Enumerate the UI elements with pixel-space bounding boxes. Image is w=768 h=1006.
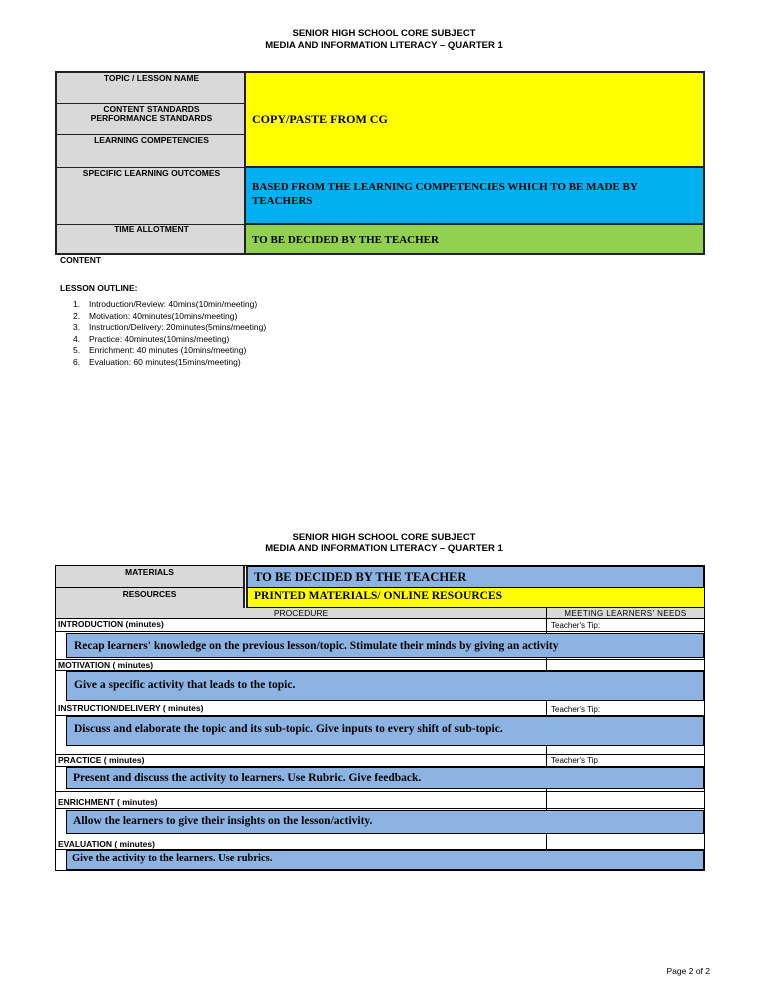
instruction-text: Discuss and elaborate the topic and its sub-topic. Give inputs to every shift of sub-topic. <box>74 723 503 735</box>
instruction-teachers-tip: Teacher's Tip: <box>551 705 601 714</box>
list-item: 4. Practice: 40minutes(10mins/meeting) <box>73 333 230 344</box>
page2-header-line1: SENIOR HIGH SCHOOL CORE SUBJECT <box>292 532 476 543</box>
learners-needs-label: MEETING LEARNERS' NEEDS <box>564 609 687 618</box>
instruction-label: INSTRUCTION/DELIVERY ( minutes) <box>58 703 204 713</box>
practice-text: Present and discuss the activity to learners. Use Rubric. Give feedback. <box>73 772 422 784</box>
content-standards-label: CONTENT STANDARDS <box>103 104 200 114</box>
outcomes-band <box>246 168 703 225</box>
introduction-label: INTRODUCTION (minutes) <box>58 619 164 629</box>
materials-label: MATERIALS <box>125 567 174 577</box>
content-label: CONTENT <box>60 255 102 265</box>
evaluation-text: Give the activity to the learners. Use rubrics. <box>72 853 273 864</box>
topic-label: TOPIC / LESSON NAME <box>103 73 200 83</box>
cg-band <box>246 73 703 168</box>
list-item: 1. Introduction/Review: 40mins(10min/meeting) <box>73 299 258 309</box>
instruction-box <box>66 716 704 746</box>
resources-value-cell <box>246 588 704 608</box>
page1-header-line1: SENIOR HIGH SCHOOL CORE SUBJECT <box>292 28 476 39</box>
page-number: Page 2 of 2 <box>666 966 710 976</box>
lesson-info-table <box>55 71 705 255</box>
motivation-text: Give a specific activity that leads to the topic. <box>74 679 296 691</box>
specific-outcomes-label: SPECIFIC LEARNING OUTCOMES <box>82 168 221 178</box>
procedure-label: PROCEDURE <box>273 608 329 618</box>
resources-label: RESOURCES <box>122 589 177 599</box>
practice-teachers-tip: Teacher's Tip <box>551 756 598 765</box>
time-text: TO BE DECIDED BY THE TEACHER <box>252 234 439 246</box>
motivation-box <box>66 671 704 701</box>
performance-standards-label: PERFORMANCE STANDARDS <box>90 113 213 123</box>
learning-competencies-label: LEARNING COMPETENCIES <box>94 135 209 145</box>
enrichment-text: Allow the learners to give their insights on the lesson/activity. <box>73 815 373 827</box>
list-item: 6. Evaluation: 60 minutes(15mins/meeting) <box>73 356 241 367</box>
materials-value: TO BE DECIDED BY THE TEACHER <box>254 570 467 584</box>
enrichment-label: ENRICHMENT ( minutes) <box>58 797 158 807</box>
resources-value: PRINTED MATERIALS/ ONLINE RESOURCES <box>254 590 503 602</box>
lesson-outline-list <box>73 299 266 368</box>
materials-label-cell <box>56 566 245 588</box>
lesson-outline-label: LESSON OUTLINE: <box>60 283 138 293</box>
list-item: 5. Enrichment: 40 minutes (10mins/meeting) <box>73 345 247 355</box>
resources-label-cell <box>56 588 245 608</box>
introduction-text: Recap learners' knowledge on the previous lesson/topic. Stimulate their minds by giving an activity <box>74 640 559 652</box>
introduction-box <box>66 633 704 658</box>
page2-header-line2: MEDIA AND INFORMATION LITERACY – QUARTER 1 <box>265 543 503 554</box>
cg-text: COPY/PASTE FROM CG <box>252 112 388 126</box>
list-item: 2. Motivation: 40minutes(10mins/meeting) <box>73 310 238 321</box>
time-allotment-label: TIME ALLOTMENT <box>114 224 189 234</box>
page1-header-line2: MEDIA AND INFORMATION LITERACY – QUARTER 1 <box>265 40 503 51</box>
motivation-label: MOTIVATION ( minutes) <box>58 660 154 670</box>
evaluation-label: EVALUATION ( minutes) <box>58 839 155 849</box>
list-item: 3. Instruction/Delivery: 20minutes(5mins/meeting) <box>73 322 267 332</box>
time-band <box>246 225 703 253</box>
enrichment-box <box>66 810 704 834</box>
intro-teachers-tip: Teacher's Tip: <box>551 621 601 630</box>
outcomes-text: BASED FROM THE LEARNING COMPETENCIES WHICH TO BE MADE BY TEACHERS <box>252 181 638 207</box>
evaluation-box <box>66 850 704 870</box>
materials-value-cell <box>246 566 704 588</box>
practice-box <box>66 767 704 789</box>
practice-label: PRACTICE ( minutes) <box>58 755 145 765</box>
